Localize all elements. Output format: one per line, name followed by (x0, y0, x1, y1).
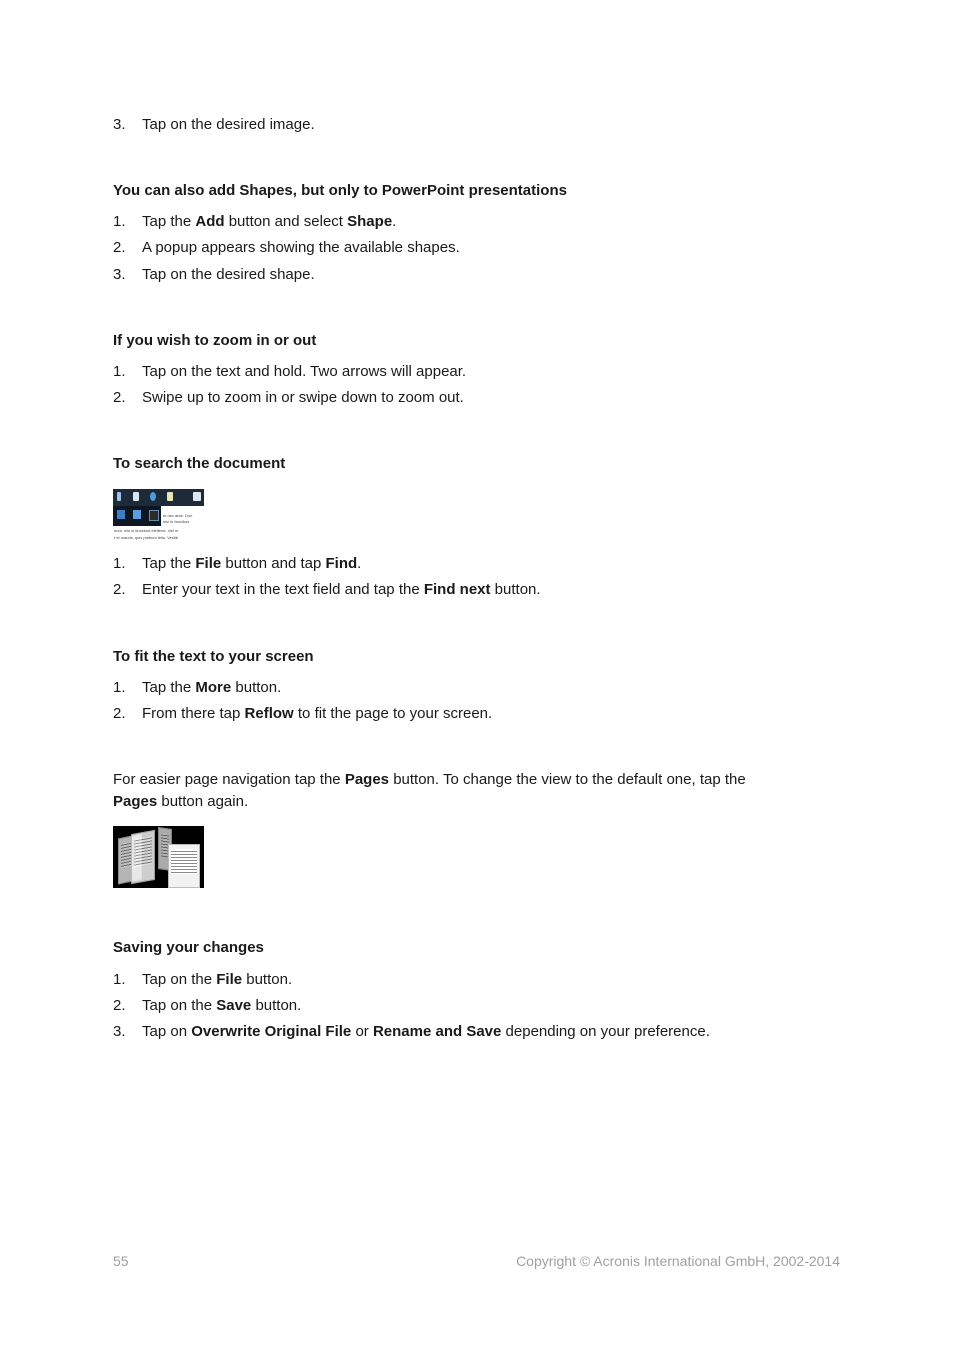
back-icon (117, 492, 121, 501)
text: button. (242, 971, 293, 988)
shot-text: et nec ante. Don (163, 513, 193, 518)
list-number: 2. (113, 239, 126, 256)
pages-view-screenshot (113, 826, 204, 888)
paragraph-line (113, 772, 746, 787)
list-number: 1. (113, 555, 126, 572)
file-menu-panel (113, 506, 161, 526)
save-icon (117, 510, 125, 519)
list-item-text (142, 680, 281, 695)
text: depending on your preference. (501, 1023, 710, 1040)
list-number: 2. (113, 997, 126, 1014)
list-number: 1. (113, 213, 126, 230)
bold-term: File (216, 971, 243, 988)
section-heading-search: To search the document (113, 455, 286, 472)
list-item-text (142, 1024, 710, 1039)
bold-term: Reflow (244, 705, 294, 722)
list-item-text (142, 998, 301, 1013)
page-thumbnail (168, 844, 200, 888)
bold-term: Add (195, 213, 225, 230)
text: button and select (224, 213, 348, 230)
text: Tap the (142, 555, 196, 572)
list-item-text (142, 214, 396, 229)
search-screenshot (113, 489, 204, 543)
file-icon (193, 492, 201, 501)
list-item-text: Tap on the desired image. (142, 116, 315, 133)
bold-term: Overwrite Original File (191, 1023, 352, 1040)
paragraph-line (113, 794, 248, 809)
text: button again. (157, 793, 249, 810)
bold-term: Rename and Save (372, 1023, 502, 1040)
text: For easier page navigation tap the (113, 771, 345, 788)
page-thumbnail (131, 830, 155, 884)
text: Tap on (142, 1023, 192, 1040)
toolbar (113, 489, 204, 506)
section-heading-saving: Saving your changes (113, 939, 264, 956)
list-number: 1. (113, 363, 126, 380)
text: button. (231, 679, 282, 696)
copyright-notice: Copyright © Acronis International GmbH, 2002-2014 (516, 1253, 840, 1269)
list-number: 3. (113, 1023, 126, 1040)
bold-term: Pages (344, 771, 390, 788)
bold-term: Pages (113, 793, 158, 810)
page-number: 55 (113, 1253, 129, 1269)
text: button. (251, 997, 302, 1014)
bold-term: File (195, 555, 222, 572)
refresh-icon (150, 492, 156, 501)
note-icon (167, 492, 173, 501)
text: . (357, 555, 362, 572)
list-number: 3. (113, 266, 126, 283)
text: button and tap (221, 555, 326, 572)
bold-term: Shape (347, 213, 393, 230)
document-icon (133, 492, 139, 501)
shot-text: t et mauris, quis pretium felis. Vestib (114, 535, 179, 540)
list-item-text (142, 556, 361, 571)
bold-term: More (195, 679, 232, 696)
list-item-text (142, 582, 541, 597)
section-heading-shapes: You can also add Shapes, but only to PowerPoint presentations (113, 182, 567, 199)
text: or (351, 1023, 373, 1040)
list-number: 1. (113, 971, 126, 988)
list-number: 1. (113, 679, 126, 696)
list-number: 2. (113, 389, 126, 406)
list-item-text (142, 706, 492, 721)
shot-text: eum, nisi in tincidunt eleifend, nisl m (114, 528, 179, 533)
text: Tap on the (142, 971, 217, 988)
text: Tap on the (142, 997, 217, 1014)
section-heading-zoom: If you wish to zoom in or out (113, 332, 317, 349)
print-icon (133, 510, 141, 519)
list-number: 2. (113, 581, 126, 598)
list-item-text: Swipe up to zoom in or swipe down to zoom out. (142, 389, 464, 406)
text: Tap the (142, 213, 196, 230)
bold-term: Save (216, 997, 252, 1014)
text: button. To change the view to the default one, tap the (389, 771, 746, 788)
list-number: 3. (113, 116, 126, 133)
find-icon (149, 510, 159, 521)
shot-text: nisi in faucibus (163, 519, 190, 524)
list-item-text: A popup appears showing the available shapes. (142, 239, 460, 256)
text: . (392, 213, 397, 230)
text: From there tap (142, 705, 245, 722)
bold-term: Find next (423, 581, 491, 598)
text: Tap the (142, 679, 196, 696)
list-number: 2. (113, 705, 126, 722)
text: to fit the page to your screen. (293, 705, 493, 722)
bold-term: Find (325, 555, 358, 572)
section-heading-fit: To fit the text to your screen (113, 648, 314, 665)
text: button. (490, 581, 541, 598)
text: Enter your text in the text field and tap the (142, 581, 424, 598)
list-item-text: Tap on the desired shape. (142, 266, 315, 283)
list-item-text: Tap on the text and hold. Two arrows will appear. (142, 363, 467, 380)
list-item-text (142, 972, 292, 987)
